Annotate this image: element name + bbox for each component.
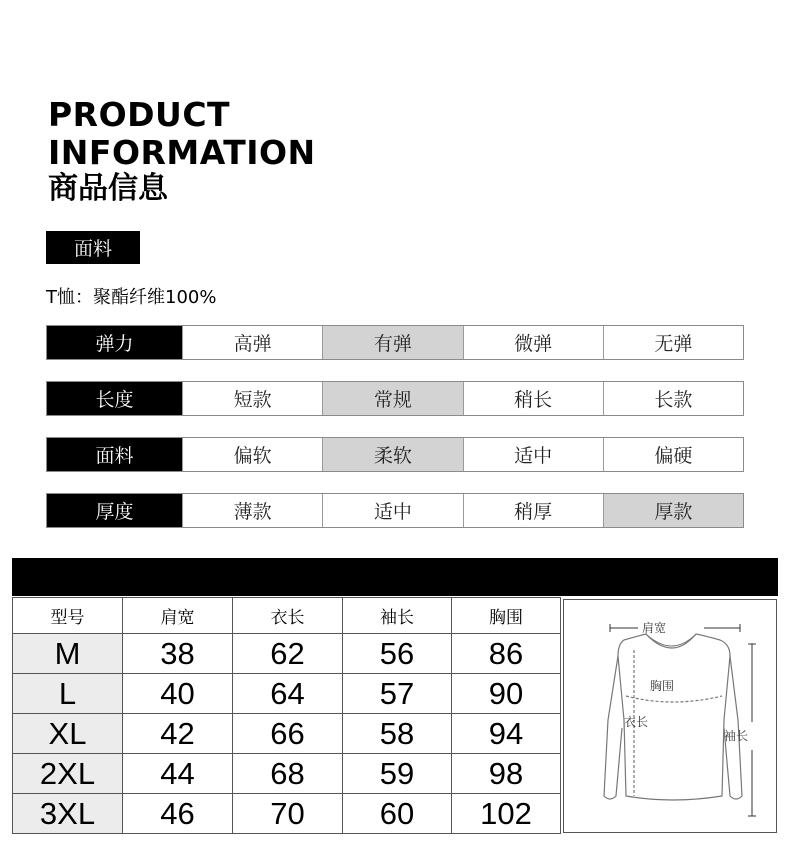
attr-option-selected: 厚款 <box>603 494 743 527</box>
size-table <box>12 597 561 834</box>
attr-option: 短款 <box>182 382 322 415</box>
header-cell: 袖长 <box>343 598 452 634</box>
table-cell: 44 <box>123 754 233 794</box>
size-cell: M <box>13 634 123 674</box>
title-information: INFORMATION <box>48 133 316 172</box>
attr-label: 面料 <box>47 438 182 471</box>
table-cell: 60 <box>343 794 452 834</box>
attr-option-selected: 常规 <box>322 382 462 415</box>
attr-option: 稍厚 <box>463 494 603 527</box>
shoulder-label: 肩宽 <box>642 621 667 635</box>
tshirt-outline-icon <box>564 600 776 832</box>
table-cell: 98 <box>452 754 561 794</box>
table-row <box>13 754 561 794</box>
attr-option: 高弹 <box>182 326 322 359</box>
table-cell: 90 <box>452 674 561 714</box>
attr-label: 弹力 <box>47 326 182 359</box>
table-row <box>13 674 561 714</box>
table-row <box>13 634 561 674</box>
attr-option-selected: 柔软 <box>322 438 462 471</box>
attr-label: 厚度 <box>47 494 182 527</box>
size-table-header-band <box>12 558 778 596</box>
attr-option: 长款 <box>603 382 743 415</box>
title-product: PRODUCT <box>48 95 231 134</box>
table-cell: 46 <box>123 794 233 834</box>
title-chinese: 商品信息 <box>48 171 168 206</box>
size-cell: 3XL <box>13 794 123 834</box>
table-cell: 86 <box>452 634 561 674</box>
attr-option: 无弹 <box>603 326 743 359</box>
attr-option: 薄款 <box>182 494 322 527</box>
table-cell: 56 <box>343 634 452 674</box>
attr-option: 偏软 <box>182 438 322 471</box>
table-cell: 102 <box>452 794 561 834</box>
table-cell: 68 <box>233 754 343 794</box>
size-cell: 2XL <box>13 754 123 794</box>
table-cell: 66 <box>233 714 343 754</box>
header-cell: 衣长 <box>233 598 343 634</box>
table-cell: 94 <box>452 714 561 754</box>
table-row <box>13 714 561 754</box>
chest-label: 胸围 <box>650 679 675 693</box>
table-cell: 64 <box>233 674 343 714</box>
attr-option: 偏硬 <box>603 438 743 471</box>
attr-option: 微弹 <box>463 326 603 359</box>
attr-row-thickness <box>46 493 744 528</box>
size-cell: XL <box>13 714 123 754</box>
attr-option: 适中 <box>463 438 603 471</box>
table-cell: 38 <box>123 634 233 674</box>
header-cell: 胸围 <box>452 598 561 634</box>
table-row <box>13 794 561 834</box>
size-cell: L <box>13 674 123 714</box>
fabric-composition: T恤：聚酯纤维100% <box>46 287 217 308</box>
header-cell: 肩宽 <box>123 598 233 634</box>
attr-option: 稍长 <box>463 382 603 415</box>
table-cell: 70 <box>233 794 343 834</box>
attr-option-selected: 有弹 <box>322 326 462 359</box>
table-cell: 42 <box>123 714 233 754</box>
table-cell: 40 <box>123 674 233 714</box>
table-cell: 59 <box>343 754 452 794</box>
table-header-row <box>13 598 561 634</box>
table-cell: 58 <box>343 714 452 754</box>
material-tag: 面料 <box>46 231 140 264</box>
attr-row-length <box>46 381 744 416</box>
length-label: 衣长 <box>624 715 649 729</box>
attr-row-fabric <box>46 437 744 472</box>
attr-option: 适中 <box>322 494 462 527</box>
table-cell: 57 <box>343 674 452 714</box>
table-cell: 62 <box>233 634 343 674</box>
attr-row-elasticity <box>46 325 744 360</box>
measurement-diagram <box>563 599 777 833</box>
header-cell: 型号 <box>13 598 123 634</box>
attr-label: 长度 <box>47 382 182 415</box>
sleeve-label: 袖长 <box>724 729 749 743</box>
